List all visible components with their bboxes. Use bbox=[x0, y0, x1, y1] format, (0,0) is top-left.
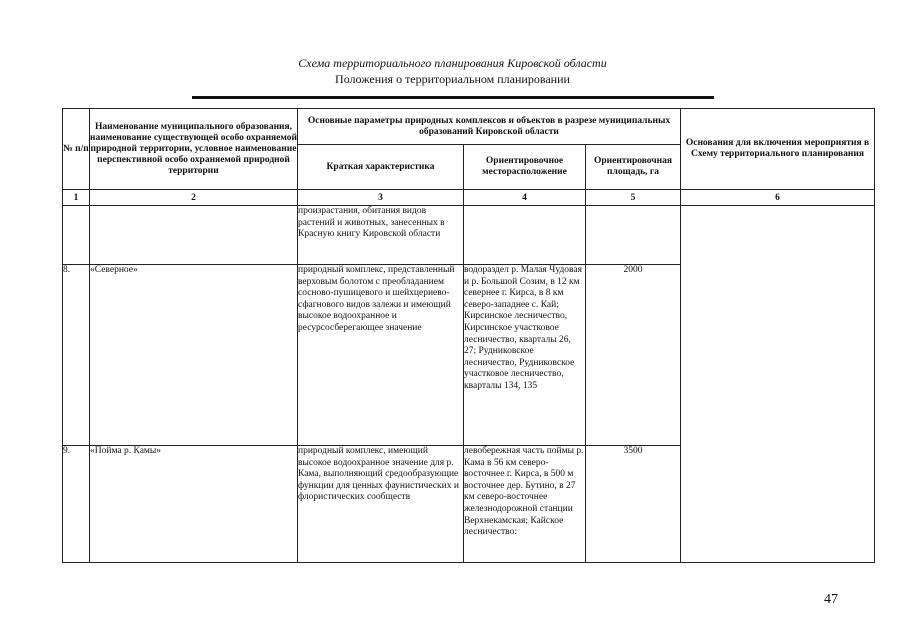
table-row-continuation bbox=[63, 206, 875, 265]
territory-table bbox=[62, 108, 875, 563]
cell-location: водораздел р. Малая Чудовая и р. Большой Созим, в 12 км севернее г. Кирса, в 8 км северо-западнее с. Кай; Кирсинское лесничество, Кирсинское участковое лесничество, кварталы 26, 27; Рудниковское лесничество, Рудниковское участковое лесничество, кварталы 134, 135 bbox=[464, 265, 586, 446]
header-description: Краткая характеристика bbox=[298, 145, 464, 190]
document-subtitle: Положения о территориальном планировании bbox=[335, 72, 570, 86]
column-index-row bbox=[63, 190, 875, 206]
cell-name bbox=[90, 206, 298, 265]
column-index: 4 bbox=[464, 190, 586, 206]
header-location: Ориентировочное месторасположение bbox=[464, 145, 586, 190]
cell-description: произрастания, обитания видов растений и животных, занесенных в Красную книгу Кировской области bbox=[298, 206, 464, 265]
cell-area: 3500 bbox=[586, 446, 681, 563]
header-name: Наименование муниципального образования, наименование существующей особо охраняемой природной территории, условное наименование перспективной особо охраняемой природной территории bbox=[90, 109, 298, 190]
column-index: 1 bbox=[63, 190, 90, 206]
column-index: 3 bbox=[298, 190, 464, 206]
document-header bbox=[0, 56, 905, 87]
column-index: 2 bbox=[90, 190, 298, 206]
cell-name: «Северное» bbox=[90, 265, 298, 446]
cell-num: 8. bbox=[63, 265, 90, 446]
cell-num bbox=[63, 206, 90, 265]
header-area: Ориентировочная площадь, га bbox=[586, 145, 681, 190]
header-rule bbox=[192, 96, 714, 99]
document-title: Схема территориального планирования Кировской области bbox=[298, 56, 607, 70]
cell-description: природный комплекс, представленный верховым болотом с преобладанием сосново-пушицевого и шейхцериево-сфагнового видов залежи и имеющий высокое водоохранное и ресурсосберегающее значение bbox=[298, 265, 464, 446]
cell-area bbox=[586, 206, 681, 265]
header-basis: Основания для включения мероприятия в Схему территориального планирования bbox=[681, 109, 875, 190]
column-index: 6 bbox=[681, 190, 875, 206]
cell-name: «Пойма р. Камы» bbox=[90, 446, 298, 563]
cell-location: левобережная часть поймы р. Кама в 56 км северо-восточнее г. Кирса, в 500 м восточнее дер. Бутино, в 27 км северо-восточнее железнодорожной станции Верхнекамская; Кайское лесничество: bbox=[464, 446, 586, 563]
header-num: № п/п bbox=[63, 109, 90, 190]
cell-basis bbox=[681, 206, 875, 563]
column-index: 5 bbox=[586, 190, 681, 206]
cell-num: 9. bbox=[63, 446, 90, 563]
page-number: 47 bbox=[824, 592, 838, 607]
header-params-group: Основные параметры природных комплексов и объектов в разрезе муниципальных образований Кировской области bbox=[298, 109, 681, 145]
cell-area: 2000 bbox=[586, 265, 681, 446]
cell-location bbox=[464, 206, 586, 265]
cell-description: природный комплекс, имеющий высокое водоохранное значение для р. Кама, выполняющий средообразующие функции для ценных фаунистических и флористических сообществ bbox=[298, 446, 464, 563]
